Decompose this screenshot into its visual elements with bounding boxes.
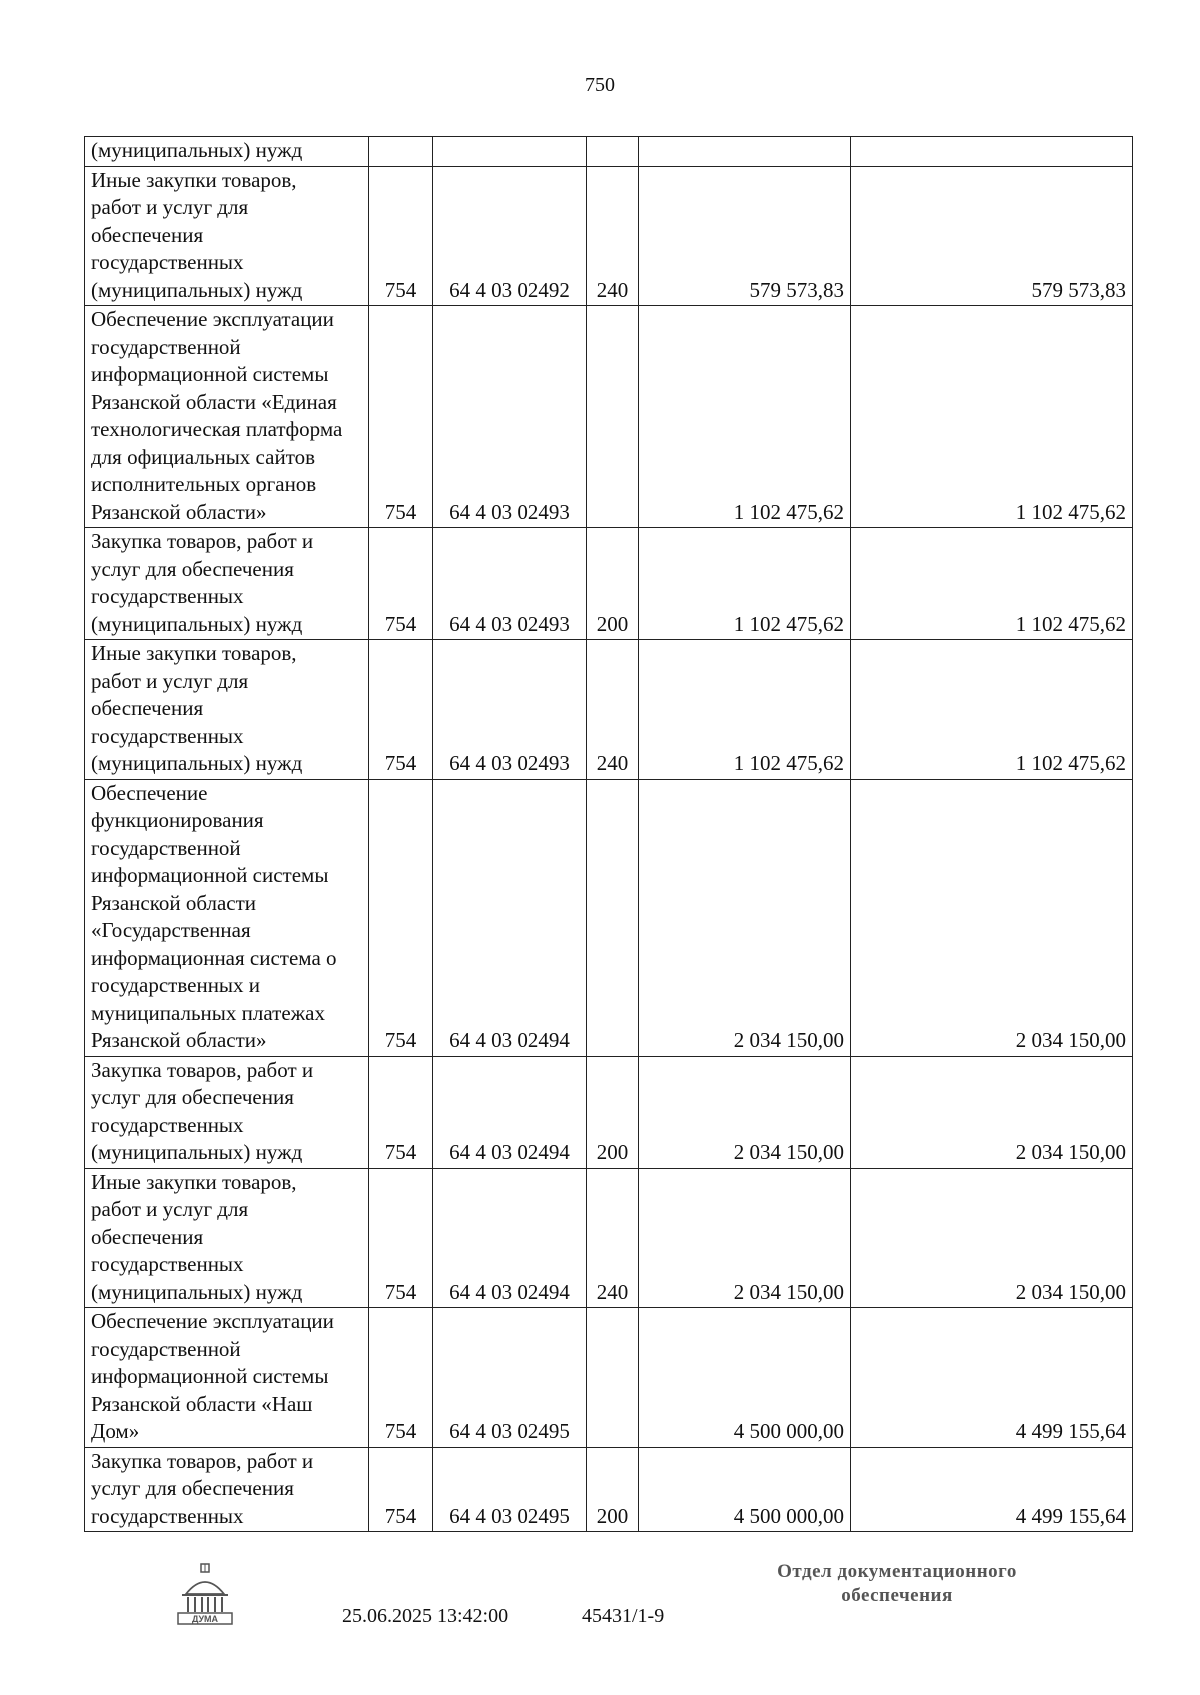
name-line: (муниципальных) нужд xyxy=(91,751,303,775)
name-line: государственной xyxy=(91,1336,241,1361)
cell-ved xyxy=(369,137,433,167)
name-line: услуг для обеспечения xyxy=(91,1476,294,1500)
name-line: информационной системы xyxy=(91,362,329,386)
name-line: Рязанской области xyxy=(91,890,257,915)
budget-table xyxy=(84,136,1133,1532)
cell-sum2: 2 034 150,00 xyxy=(851,1056,1133,1168)
cell-ved: 754 xyxy=(369,1308,433,1448)
name-line: Закупка товаров, работ и xyxy=(91,1448,314,1473)
name-line: Рязанской области» xyxy=(91,499,267,524)
cell-sum1: 1 102 475,62 xyxy=(639,528,851,640)
cell-ved: 754 xyxy=(369,640,433,780)
cell-vr xyxy=(587,137,639,167)
cell-sum1 xyxy=(639,137,851,167)
cell-csr: 64 4 03 02495 xyxy=(433,1308,587,1448)
cell-sum2: 1 102 475,62 xyxy=(851,528,1133,640)
name-line: обеспечения xyxy=(91,1224,204,1249)
name-line: обеспечения xyxy=(91,696,204,720)
name-line: Рязанской области «Единая xyxy=(91,389,337,414)
logo-text: ДУМА xyxy=(191,1614,219,1624)
name-line: (муниципальных) нужд xyxy=(91,611,303,636)
cell-sum1: 1 102 475,62 xyxy=(639,306,851,528)
name-line: государственных xyxy=(91,1112,244,1137)
cell-ved: 754 xyxy=(369,306,433,528)
cell-name xyxy=(85,306,369,528)
cell-ved: 754 xyxy=(369,1056,433,1168)
stamp-line: Отдел документационного xyxy=(777,1561,1017,1582)
name-line: Закупка товаров, работ и xyxy=(91,529,314,553)
cell-name xyxy=(85,1308,369,1448)
name-line: муниципальных платежах xyxy=(91,1000,325,1025)
name-line: работ и услуг для xyxy=(91,668,249,693)
name-line: государственных xyxy=(91,1503,244,1528)
cell-vr: 240 xyxy=(587,640,639,780)
name-line: информационная система о xyxy=(91,945,337,970)
name-line: государственных xyxy=(91,1252,244,1276)
cell-name xyxy=(85,528,369,640)
stamp-line: обеспечения xyxy=(841,1585,953,1606)
cell-ved: 754 xyxy=(369,528,433,640)
table-row xyxy=(85,640,1133,780)
name-line: исполнительных органов xyxy=(91,472,317,496)
name-line: государственной xyxy=(91,835,241,860)
cell-name xyxy=(85,640,369,780)
cell-csr: 64 4 03 02493 xyxy=(433,640,587,780)
cell-sum2: 2 034 150,00 xyxy=(851,1168,1133,1308)
cell-ved: 754 xyxy=(369,779,433,1056)
cell-vr xyxy=(587,306,639,528)
name-line: Иные закупки товаров, xyxy=(91,1169,297,1194)
name-line: государственных xyxy=(91,584,244,608)
cell-name xyxy=(85,166,369,306)
name-line: Рязанской области «Наш xyxy=(91,1391,313,1416)
cell-vr: 200 xyxy=(587,528,639,640)
footer-reg-number: 45431/1-9 xyxy=(582,1605,665,1627)
cell-name xyxy=(85,1056,369,1168)
cell-name xyxy=(85,137,369,167)
table-row xyxy=(85,779,1133,1056)
cell-csr: 64 4 03 02494 xyxy=(433,1056,587,1168)
cell-sum2 xyxy=(851,137,1133,167)
name-line: работ и услуг для xyxy=(91,1197,249,1221)
cell-vr: 240 xyxy=(587,1168,639,1308)
name-line: функционирования xyxy=(91,808,264,832)
name-line: государственных xyxy=(91,250,244,274)
table-row xyxy=(85,306,1133,528)
table-row xyxy=(85,166,1133,306)
name-line: работ и услуг для xyxy=(91,195,249,219)
table-row xyxy=(85,137,1133,167)
department-stamp xyxy=(752,1560,1042,1608)
name-line: Иные закупки товаров, xyxy=(91,167,297,192)
name-line: Рязанской области» xyxy=(91,1028,267,1052)
cell-ved: 754 xyxy=(369,166,433,306)
name-line: (муниципальных) нужд xyxy=(91,277,303,302)
cell-name xyxy=(85,1447,369,1532)
cell-csr: 64 4 03 02494 xyxy=(433,1168,587,1308)
cell-sum1: 4 500 000,00 xyxy=(639,1308,851,1448)
name-line: Закупка товаров, работ и xyxy=(91,1057,314,1082)
cell-sum2: 4 499 155,64 xyxy=(851,1308,1133,1448)
cell-vr: 240 xyxy=(587,166,639,306)
table-row xyxy=(85,1308,1133,1448)
table-row xyxy=(85,1447,1133,1532)
name-line: государственных xyxy=(91,723,244,748)
page-number: 750 xyxy=(585,74,615,96)
name-line: для официальных сайтов xyxy=(91,444,316,469)
cell-sum2: 1 102 475,62 xyxy=(851,640,1133,780)
cell-sum2: 1 102 475,62 xyxy=(851,306,1133,528)
cell-sum1: 2 034 150,00 xyxy=(639,1056,851,1168)
name-line: услуг для обеспечения xyxy=(91,1085,294,1109)
cell-name xyxy=(85,1168,369,1308)
cell-sum1: 579 573,83 xyxy=(639,166,851,306)
name-line: обеспечения xyxy=(91,222,204,247)
cell-vr xyxy=(587,779,639,1056)
name-line: (муниципальных) нужд xyxy=(91,138,303,162)
name-line: Обеспечение xyxy=(91,780,208,805)
name-line: информационной системы xyxy=(91,1364,329,1388)
budget-table-body xyxy=(85,137,1133,1532)
cell-csr: 64 4 03 02492 xyxy=(433,166,587,306)
cell-ved: 754 xyxy=(369,1168,433,1308)
cell-sum2: 2 034 150,00 xyxy=(851,779,1133,1056)
cell-csr: 64 4 03 02494 xyxy=(433,779,587,1056)
cell-sum1: 4 500 000,00 xyxy=(639,1447,851,1532)
name-line: технологическая платформа xyxy=(91,417,343,441)
table-row xyxy=(85,1168,1133,1308)
cell-vr xyxy=(587,1308,639,1448)
name-line: (муниципальных) нужд xyxy=(91,1140,303,1164)
name-line: государственных и xyxy=(91,973,261,997)
cell-sum2: 4 499 155,64 xyxy=(851,1447,1133,1532)
name-line: Дом» xyxy=(91,1419,140,1443)
duma-building-logo-icon xyxy=(172,1562,238,1628)
table-row xyxy=(85,528,1133,640)
name-line: (муниципальных) нужд xyxy=(91,1279,303,1304)
cell-csr: 64 4 03 02493 xyxy=(433,306,587,528)
table-row xyxy=(85,1056,1133,1168)
name-line: Иные закупки товаров, xyxy=(91,641,297,665)
name-line: Обеспечение эксплуатации xyxy=(91,1309,334,1333)
cell-sum1: 2 034 150,00 xyxy=(639,1168,851,1308)
cell-name xyxy=(85,779,369,1056)
cell-vr: 200 xyxy=(587,1056,639,1168)
cell-sum1: 2 034 150,00 xyxy=(639,779,851,1056)
name-line: услуг для обеспечения xyxy=(91,556,294,581)
cell-ved: 754 xyxy=(369,1447,433,1532)
cell-sum2: 579 573,83 xyxy=(851,166,1133,306)
cell-csr: 64 4 03 02495 xyxy=(433,1447,587,1532)
cell-csr xyxy=(433,137,587,167)
cell-vr: 200 xyxy=(587,1447,639,1532)
cell-csr: 64 4 03 02493 xyxy=(433,528,587,640)
name-line: государственной xyxy=(91,334,241,359)
name-line: «Государственная xyxy=(91,918,251,942)
cell-sum1: 1 102 475,62 xyxy=(639,640,851,780)
name-line: информационной системы xyxy=(91,863,329,887)
name-line: Обеспечение эксплуатации xyxy=(91,307,334,331)
footer-datetime: 25.06.2025 13:42:00 xyxy=(342,1605,509,1627)
